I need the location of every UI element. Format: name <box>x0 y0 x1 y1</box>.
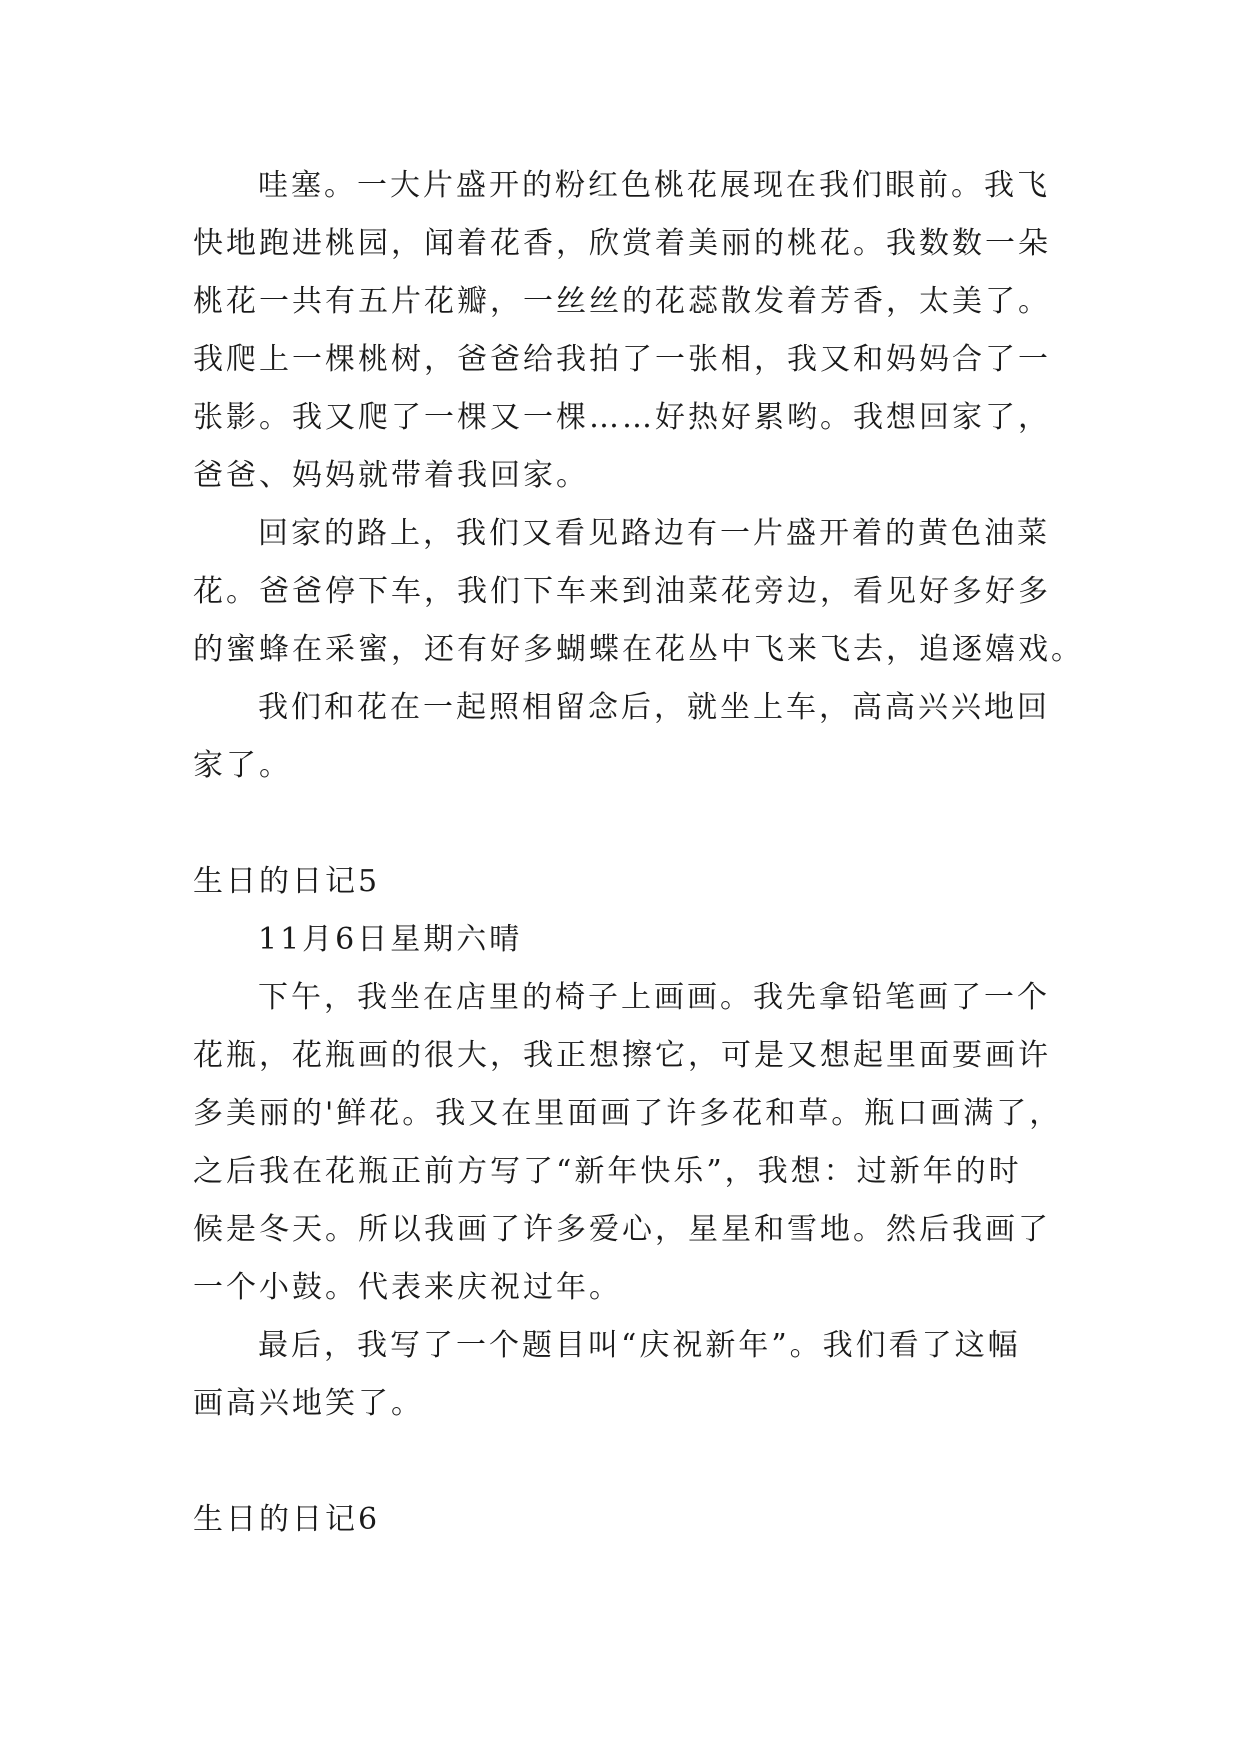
paragraph-line: 家了。 <box>193 748 292 783</box>
paragraph-line: 的蜜蜂在采蜜，还有好多蝴蝶在花丛中飞来飞去，追逐嬉戏。 <box>193 632 1084 667</box>
paragraph-line: 我爬上一棵桃树，爸爸给我拍了一张相，我又和妈妈合了一 <box>193 342 1051 377</box>
paragraph-line: 花瓶，花瓶画的很大，我正想擦它，可是又想起里面要画许 <box>193 1038 1051 1073</box>
diary-date: 11月6日星期六晴 <box>258 922 523 957</box>
paragraph-line: 多美丽的'鲜花。我又在里面画了许多花和草。瓶口画满了， <box>193 1096 1063 1131</box>
paragraph-line: 回家的路上，我们又看见路边有一片盛开着的黄色油菜 <box>258 516 1050 551</box>
paragraph-line: 桃花一共有五片花瓣，一丝丝的花蕊散发着芳香，太美了。 <box>193 284 1051 319</box>
paragraph-line: 哇塞。一大片盛开的粉红色桃花展现在我们眼前。我飞 <box>258 168 1050 203</box>
paragraph-line: 候是冬天。所以我画了许多爱心，星星和雪地。然后我画了 <box>193 1212 1051 1247</box>
section-heading: 生日的日记6 <box>193 1502 381 1537</box>
paragraph-line: 快地跑进桃园，闻着花香，欣赏着美丽的桃花。我数数一朵 <box>193 226 1051 261</box>
paragraph-line: 之后我在花瓶正前方写了“新年快乐”，我想：过新年的时 <box>193 1154 1022 1189</box>
section-heading: 生日的日记5 <box>193 864 381 899</box>
paragraph-line: 下午，我坐在店里的椅子上画画。我先拿铅笔画了一个 <box>258 980 1050 1015</box>
paragraph-line: 最后，我写了一个题目叫“庆祝新年”。我们看了这幅 <box>258 1328 1021 1363</box>
paragraph-line: 一个小鼓。代表来庆祝过年。 <box>193 1270 622 1305</box>
paragraph-line: 张影。我又爬了一棵又一棵……好热好累哟。我想回家了， <box>193 400 1051 435</box>
paragraph-line: 爸爸、妈妈就带着我回家。 <box>193 458 589 493</box>
paragraph-line: 我们和花在一起照相留念后，就坐上车，高高兴兴地回 <box>258 690 1050 725</box>
paragraph-line: 画高兴地笑了。 <box>193 1386 424 1421</box>
paragraph-line: 花。爸爸停下车，我们下车来到油菜花旁边，看见好多好多 <box>193 574 1051 609</box>
